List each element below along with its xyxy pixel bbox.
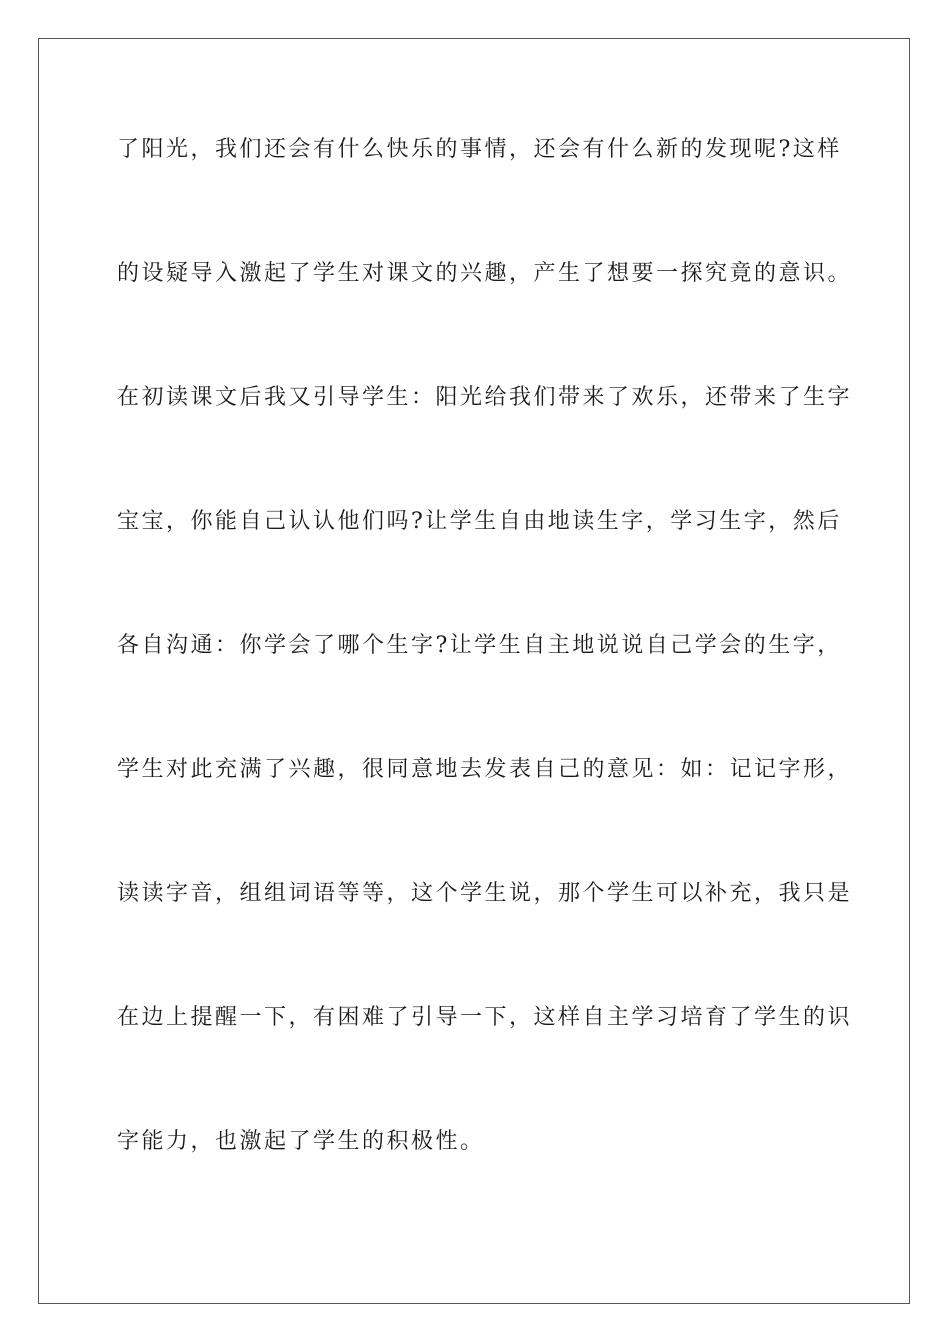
text-line-3: 在初读课文后我又引导学生：阳光给我们带来了欢乐，还带来了生字: [117, 385, 853, 410]
text-line-2: 的设疑导入激起了学生对课文的兴趣，产生了想要一探究竟的意识。: [117, 261, 853, 286]
text-line-8: 在边上提醒一下，有困难了引导一下，这样自主学习培育了学生的识: [117, 1005, 853, 1030]
text-line-7: 读读字音，组组词语等等，这个学生说，那个学生可以补充，我只是: [117, 881, 853, 906]
document-body: [117, 128, 853, 1244]
text-line-9: 字能力，也激起了学生的积极性。: [117, 1129, 485, 1154]
text-line-4: 宝宝，你能自己认认他们吗?让学生自由地读生字，学习生字，然后: [117, 509, 842, 534]
text-line-1: 了阳光，我们还会有什么快乐的事情，还会有什么新的发现呢?这样: [117, 137, 842, 162]
text-line-6: 学生对此充满了兴趣，很同意地去发表自己的意见：如：记记字形，: [117, 757, 853, 782]
text-line-5: 各自沟通：你学会了哪个生字?让学生自主地说说自己学会的生字，: [117, 633, 842, 658]
